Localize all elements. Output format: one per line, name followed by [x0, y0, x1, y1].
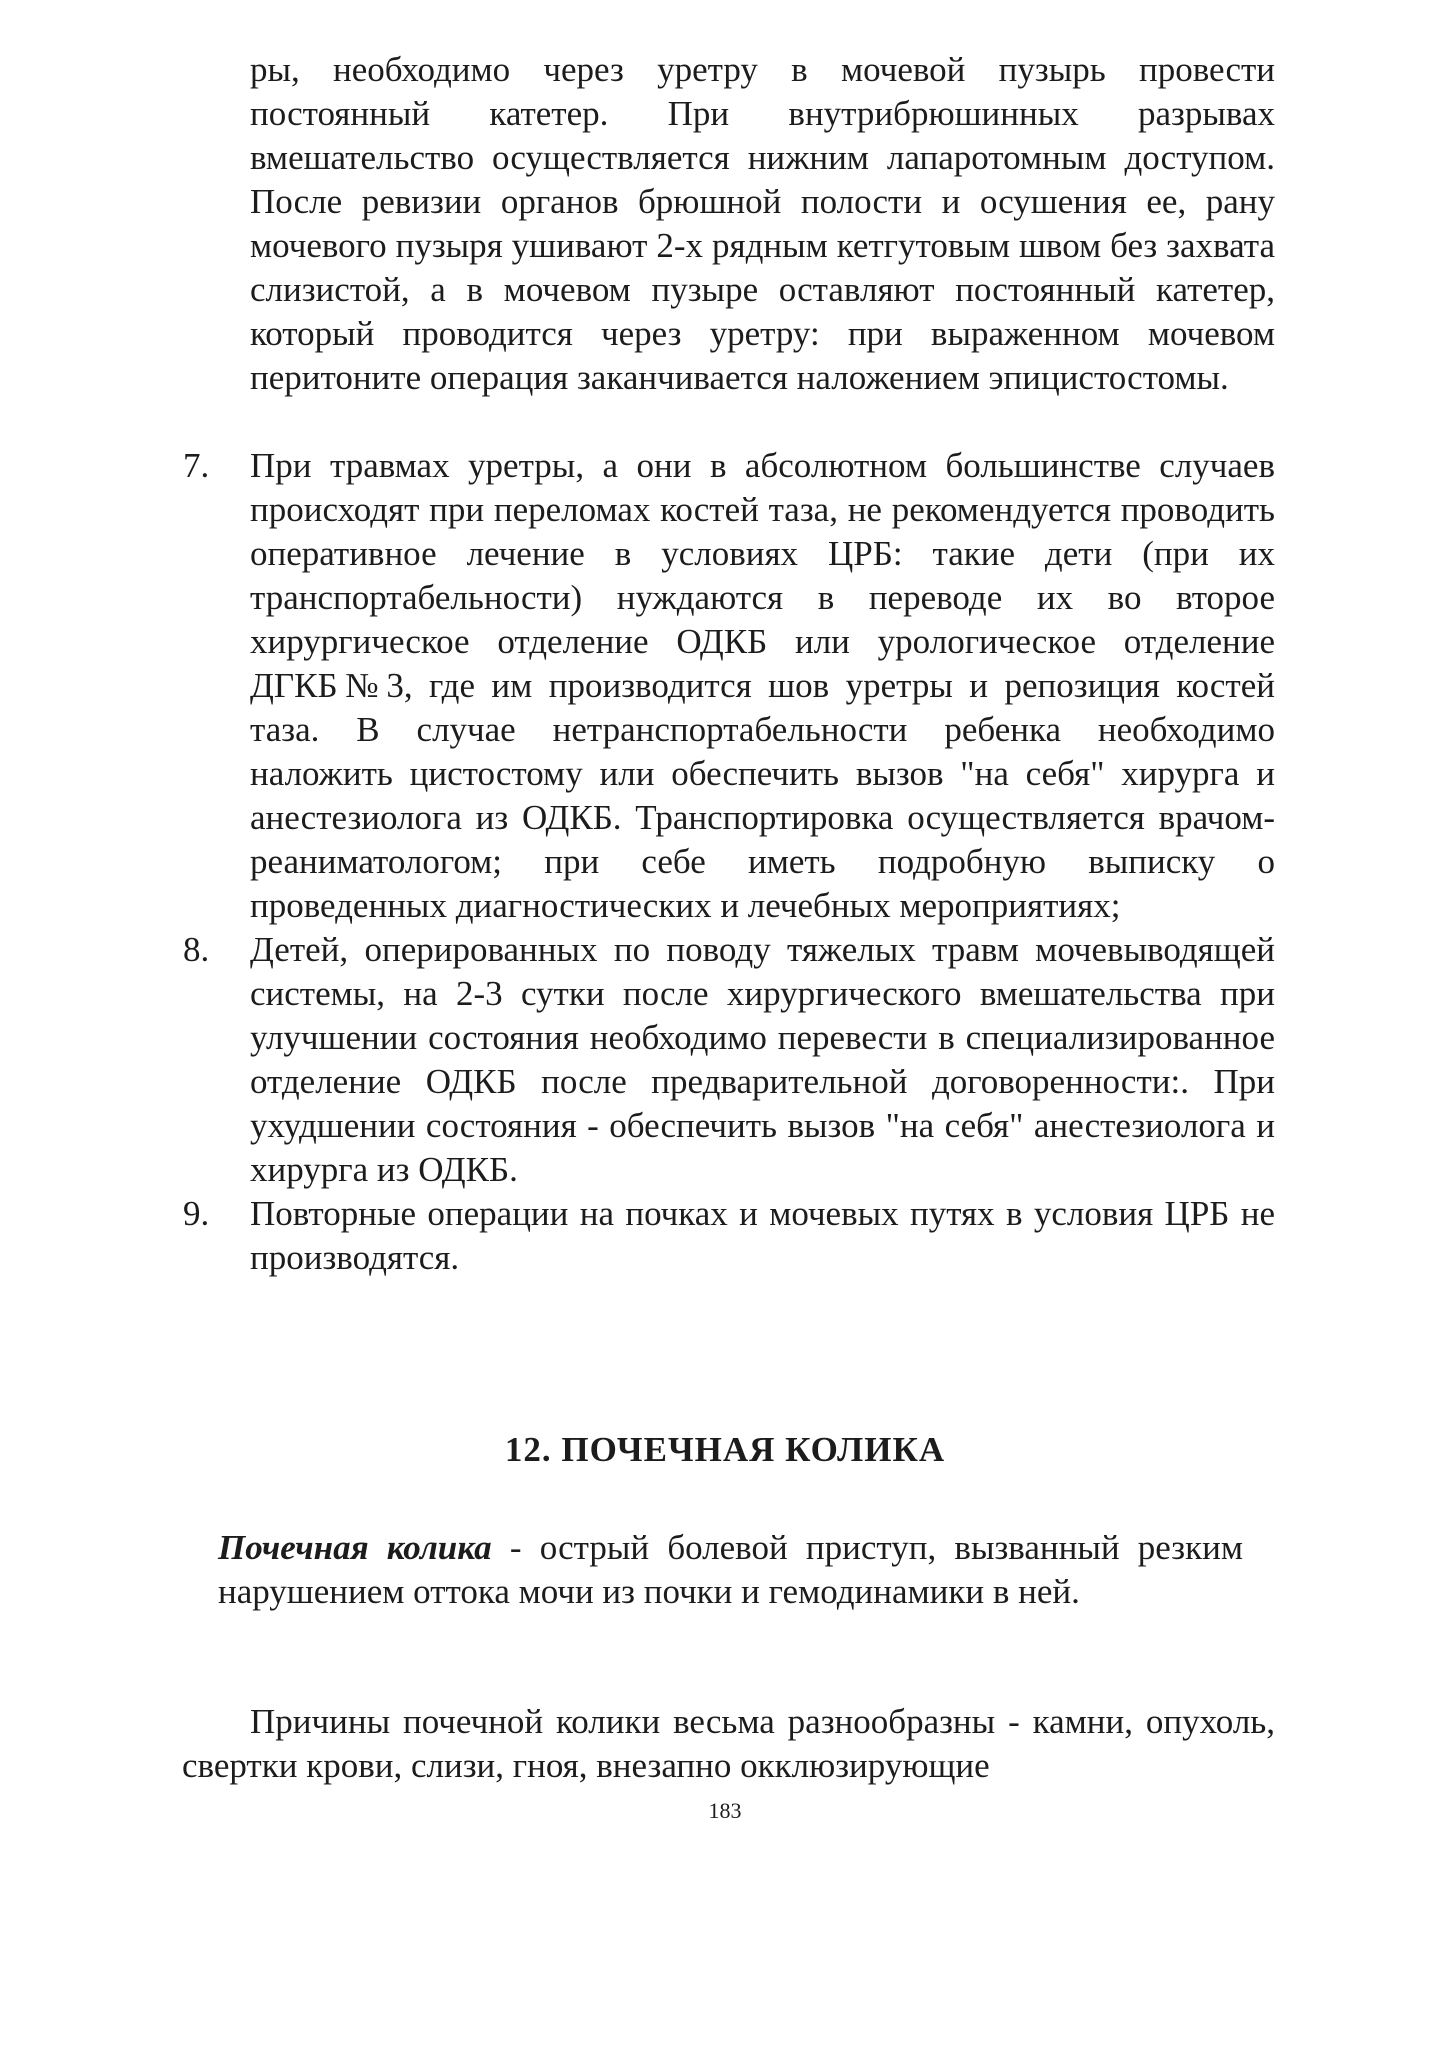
list-item-7 [175, 444, 1275, 928]
definition-text: - острый болевой приступ, вызванный резким нарушением оттока мочи из почки и гемодинамики в ней. [218, 1528, 1243, 1611]
list-item-8 [175, 928, 1275, 1192]
list-item-text: Детей, оперированных по поводу тяжелых травм мочевыводящей системы, на 2-3 сутки после хирургического вмешательства при улучшении состояния необходимо перевести в специализированное отделение ОДКБ после предварительной договоренности:. При ухудшении состояния - обеспечить вызов "на себя" анестезиолога и хирурга из ОДКБ. [250, 930, 1275, 1189]
list-item-number: 7. [183, 446, 210, 485]
continuation-paragraph: ры, необходимо через уретру в мочевой пузырь провести постоянный катетер. При внутрибрюшинных разрывах вмешательство осуществляется нижним лапаротомным доступом. После ревизии органов брюшной полости и осушения ее, рану мочевого пузыря ушивают 2-х рядным кетгутовым швом без захвата слизистой, а в мочевом пузыре оставляют постоянный катетер, который проводится через уретру: при выраженном мочевом перитоните операция заканчивается наложением эпицистостомы. [250, 50, 1275, 397]
list-item-number: 9. [183, 1194, 210, 1233]
numbered-list [175, 444, 1275, 1280]
section-heading: 12. ПОЧЕЧНАЯ КОЛИКА [504, 1430, 946, 1469]
definition-paragraph [218, 1526, 1243, 1614]
definition-term: Почечная колика [218, 1528, 492, 1567]
list-item-number: 8. [183, 930, 210, 969]
page-number: 183 [708, 1798, 742, 1823]
list-item-text: Повторные операции на почках и мочевых путях в условия ЦРБ не производятся. [250, 1194, 1275, 1277]
causes-paragraph: Причины почечной колики весьма разнообразны - камни, опухоль, свертки крови, слизи, гноя, внезапно окклюзирующие [182, 1702, 1275, 1785]
list-item-text: При травмах уретры, а они в абсолютном большинстве случаев происходят при переломах костей таза, не рекомендуется проводить оперативное лечение в условиях ЦРБ: такие дети (при их транспортабельности) нуждаются в переводе их во второе хирургическое отделение ОДКБ или урологическое отделение ДГКБ№3, где им производится шов уретры и репозиция костей таза. В случае нетранспортабельности ребенка необходимо наложить цистостому или обеспечить вызов "на себя" хирурга и анестезиолога из ОДКБ. Транспортировка осуществляется врачом-реаниматологом; при себе иметь подробную выписку о проведенных диагностических и лечебных мероприятиях; [250, 446, 1275, 925]
list-item-9 [175, 1192, 1275, 1280]
